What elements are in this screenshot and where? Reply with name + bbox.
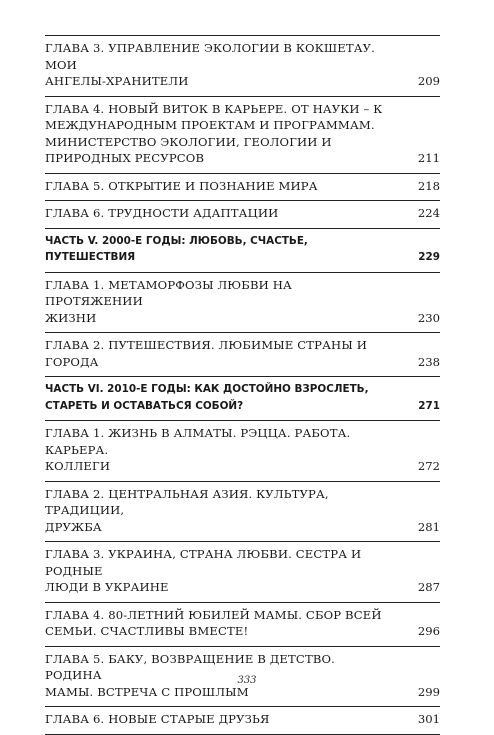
toc-entry [45, 35, 440, 96]
toc-entry [45, 420, 440, 481]
toc-entry-page: 281 [417, 519, 440, 534]
toc-entry-page: 287 [417, 580, 440, 594]
toc-entry [45, 332, 440, 376]
toc-entry [45, 481, 440, 542]
toc-entry [45, 541, 440, 602]
toc-entry-page: 209 [417, 74, 440, 88]
toc-entry [45, 706, 440, 735]
toc-entry-title: ГЛАВА 4. 80-ЛЕТНИЙ ЮБИЛЕЙ МАМЫ. СБОР ВСЕЙ СЕМЬИ. СЧАСТЛИВЫ ВМЕСТЕ! [45, 607, 382, 638]
toc-part-title: ЧАСТЬ V. 2000-Е ГОДЫ: ЛЮБОВЬ, СЧАСТЬЕ, ПУТЕШЕСТВИЯ [45, 234, 308, 263]
toc-part-page: 229 [418, 251, 440, 263]
toc-entry-title: ГЛАВА 5. БАКУ, ВОЗВРАЩЕНИЕ В ДЕТСТВО. РОДИНА МАМЫ. ВСТРЕЧА С ПРОШЛЫМ [45, 651, 335, 699]
toc-entry [45, 200, 440, 228]
toc-entry [45, 173, 440, 201]
toc-entry-title: ГЛАВА 5. ОТКРЫТИЕ И ПОЗНАНИЕ МИРА [45, 178, 318, 193]
toc-part-title: ЧАСТЬ VI. 2010-Е ГОДЫ: КАК ДОСТОЙНО ВЗРОСЛЕТЬ, СТАРЕТЬ И ОСТАВАТЬСЯ СОБОЙ? [45, 383, 369, 412]
table-of-contents [45, 35, 440, 735]
toc-entry-page: 299 [417, 684, 440, 699]
toc-entry-page: 211 [417, 151, 440, 165]
toc-part-entry [45, 228, 440, 272]
toc-entry-title: ГЛАВА 3. УКРАИНА, СТРАНА ЛЮБВИ. СЕСТРА И РОДНЫЕ ЛЮДИ В УКРАИНЕ [45, 547, 362, 594]
toc-entry-page: 230 [417, 310, 440, 325]
toc-entry-title: ГЛАВА 3. УПРАВЛЕНИЕ ЭКОЛОГИИ В КОКШЕТАУ. МОИ АНГЕЛЫ-ХРАНИТЕЛИ [45, 41, 375, 88]
toc-entry-page: 301 [417, 712, 440, 726]
toc-entry-title: ГЛАВА 2. ПУТЕШЕСТВИЯ. ЛЮБИМЫЕ СТРАНЫ И ГОРОДА [45, 338, 367, 369]
toc-entry-title: ГЛАВА 6. ТРУДНОСТИ АДАПТАЦИИ [45, 206, 279, 220]
toc-entry-title: ГЛАВА 6. НОВЫЕ СТАРЫЕ ДРУЗЬЯ [45, 712, 270, 726]
toc-entry [45, 272, 440, 333]
page-number: 333 [237, 675, 257, 686]
toc-entry [45, 602, 440, 646]
toc-part-page: 271 [418, 399, 440, 412]
toc-entry-page: 296 [417, 624, 440, 638]
toc-entry-title: ГЛАВА 2. ЦЕНТРАЛЬНАЯ АЗИЯ. КУЛЬТУРА, ТРАДИЦИИ, ДРУЖБА [45, 486, 329, 534]
toc-entry-page: 272 [417, 459, 440, 473]
toc-part-entry [45, 376, 440, 420]
toc-entry-page: 238 [417, 354, 440, 369]
toc-entry-page: 218 [417, 178, 440, 193]
toc-entry-title: ГЛАВА 1. ЖИЗНЬ В АЛМАТЫ. РЭЦЦА. РАБОТА. КАРЬЕРА. КОЛЛЕГИ [45, 426, 351, 473]
toc-entry-title: ГЛАВА 4. НОВЫЙ ВИТОК В КАРЬЕРЕ. ОТ НАУКИ – К МЕЖДУНАРОДНЫМ ПРОЕКТАМ И ПРОГРАММАМ. МИНИСТЕРСТВО ЭКОЛОГИИ, ГЕОЛОГИИ И ПРИРОДНЫХ РЕСУРСОВ [45, 101, 383, 165]
toc-entry [45, 96, 440, 173]
toc-entry-title: ГЛАВА 1. МЕТАМОРФОЗЫ ЛЮБВИ НА ПРОТЯЖЕНИИ ЖИЗНИ [45, 277, 292, 325]
toc-entry-page: 224 [417, 206, 440, 220]
